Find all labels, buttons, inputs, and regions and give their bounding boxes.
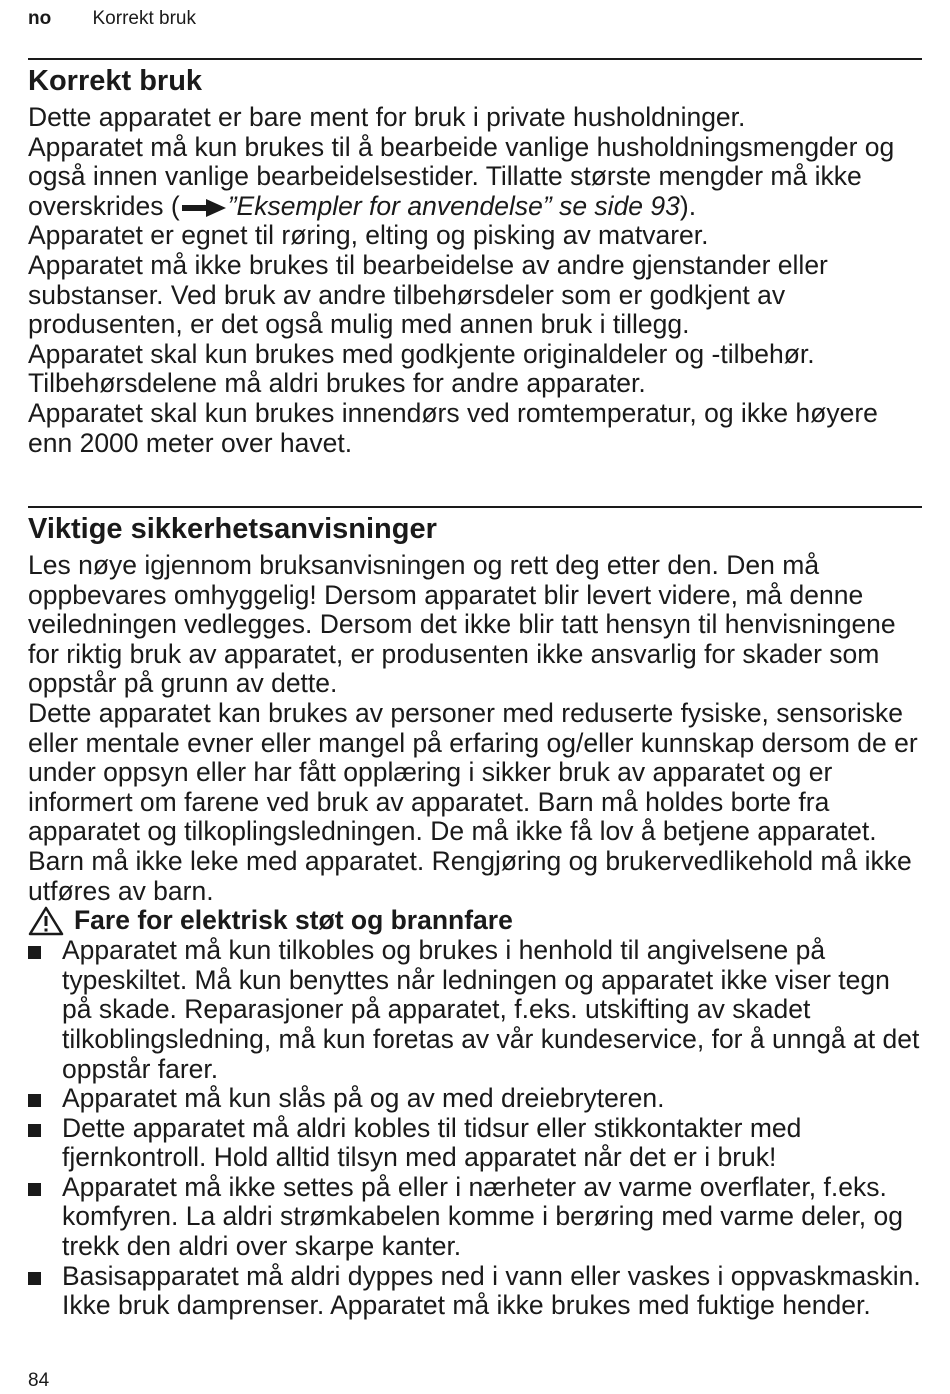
bullet-square-icon [28,1124,41,1137]
warning-title: Fare for elektrisk støt og brannfare [74,905,513,936]
section-heading: Korrekt bruk [28,65,203,97]
bullet-square-icon [28,1094,41,1107]
paragraph: Apparatet skal kun brukes med godkjente originaldeler og -tilbehør. Tilbehørsdelene må aldri brukes for andre apparater. [28,338,815,399]
language-code: no [28,8,52,29]
paragraph: Apparatet må ikke brukes til bearbeidelse av andre gjenstander eller substanser. Ved bruk av andre tilbehørsdeler som er godkjent av produsenten, er det også mulig med annen bruk i tillegg. [28,249,828,340]
page-number: 84 [28,1370,50,1391]
bullet-square-icon [28,1183,41,1196]
page-reference-link[interactable]: ”Eksempler for anvendelse” se side 93 [227,190,680,221]
divider [28,58,922,60]
paragraph: Dette apparatet kan brukes av personer med reduserte fysiske, sensoriske eller mentale evner eller mangel på erfaring og/eller kunnskap dersom de er under oppsyn eller har fått opplæring i sikker bruk av apparatet og er informert om farene ved bruk av apparatet. Barn må holdes borte fra apparatet og tilkoplingsledningen. De må ikke få lov å betjene apparatet. Barn må ikke leke med apparatet. Rengjøring og brukervedlikehold må ikke utføres av barn. [28,697,918,906]
header-title: Korrekt bruk [92,8,196,29]
list-item: Dette apparatet må aldri kobles til tidsur eller stikkontakter med fjernkontroll. Hold alltid tilsyn med apparatet når det er i bruk! [28,1114,922,1173]
warning-heading [28,906,922,936]
arrow-right-icon [182,198,226,218]
paragraph: Dette apparatet er bare ment for bruk i private husholdninger. [28,102,746,132]
list-item: Apparatet må kun tilkobles og brukes i henhold til angivelsene på typeskiltet. Må kun benyttes når ledningen og apparatet ikke viser tegn på skade. Reparasjoner på apparatet, f.eks. utskifting av skadet tilkoblingsledning, må kun foretas av vår kundeservice, for å unngå at det oppstår farer. [28,936,922,1084]
section-sikkerhetsanvisninger [28,512,922,1321]
bullet-square-icon [28,1272,41,1285]
warning-triangle-icon [28,906,64,936]
bullet-square-icon [28,946,41,959]
divider [28,506,922,508]
paragraph: Les nøye igjennom bruksanvisningen og rett deg etter den. Den må oppbevares omhyggelig! Dersom apparatet blir levert videre, må denne veiledningen vedlegges. Dersom det ikke blir tatt hensyn til henvisningene for riktig bruk av apparatet, er produsenten ikke ansvarlig for skader som oppstår på grunn av dette. [28,550,896,699]
list-item: Apparatet må kun slås på og av med dreiebryteren. [28,1084,922,1114]
warning-list [28,936,922,1321]
list-item: Apparatet må ikke settes på eller i nærheter av varme overflater, f.eks. komfyren. La aldri strømkabelen komme i berøring med varme deler, og trekk den aldri over skarpe kanter. [28,1173,922,1262]
paragraph: Apparatet skal kun brukes innendørs ved romtemperatur, og ikke høyere enn 2000 meter over havet. [28,397,878,458]
paragraph-with-reference: Apparatet må kun brukes til å bearbeide vanlige husholdningsmengder og også innen vanlige bearbeidelsestider. Tillatte største mengder må ikke overskrides ( ”Eksempler for anvendelse” se side 93). [28,131,895,221]
section-korrekt-bruk [28,64,922,458]
list-item: Basisapparatet må aldri dyppes ned i vann eller vaskes i oppvaskmaskin. Ikke bruk damprenser. Apparatet må ikke brukes med fuktige hender. [28,1262,922,1321]
paragraph: Apparatet er egnet til røring, elting og pisking av matvarer. [28,220,709,251]
page-header [28,8,196,30]
section-heading: Viktige sikkerhetsanvisninger [28,513,437,545]
